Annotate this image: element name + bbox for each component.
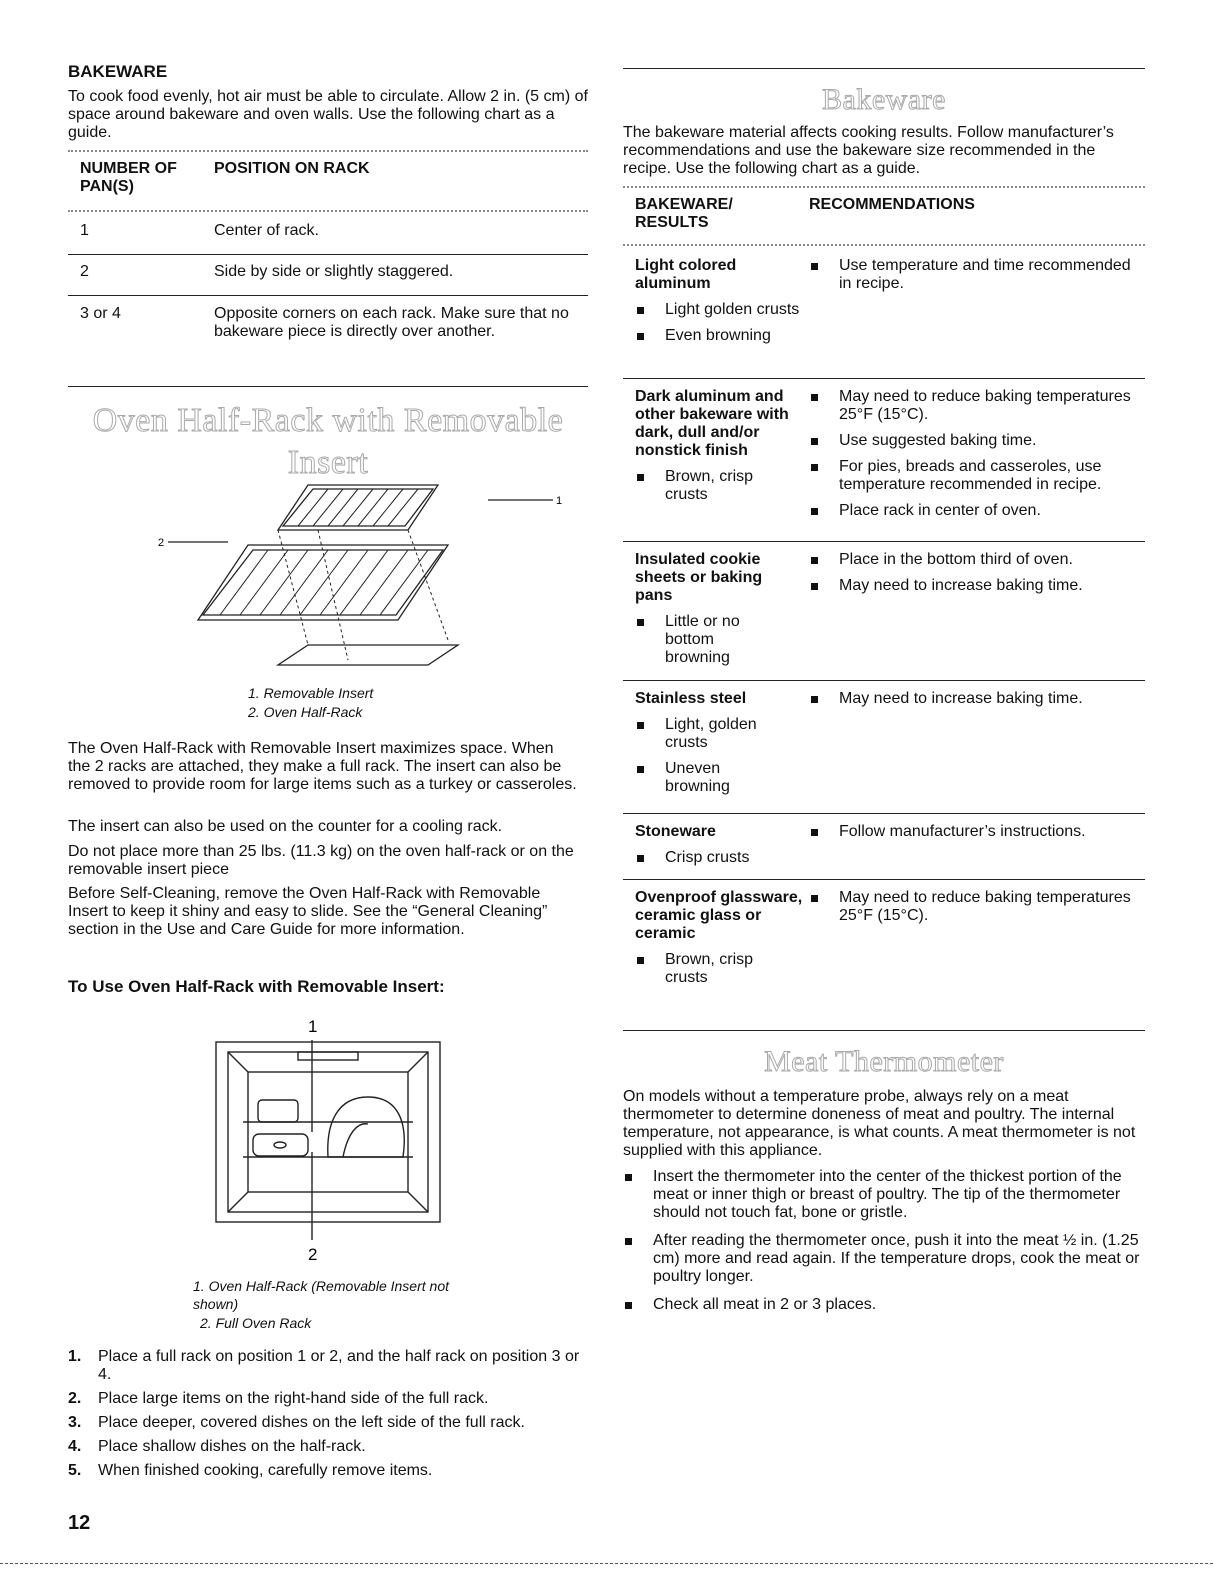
bakeware-row-light-aluminum	[635, 257, 805, 345]
section-divider	[623, 68, 1145, 69]
row-rec: Place rack in center of oven.	[809, 502, 1139, 520]
fig1-callout-2: 2	[158, 537, 165, 549]
meat-thermometer-title: Meat Thermometer	[764, 1045, 1004, 1078]
bakeware-row-glassware	[635, 889, 805, 987]
fig1-caption-2: 2. Oven Half-Rack	[248, 704, 363, 720]
row-result: Brown, crisp crusts	[635, 951, 785, 987]
row-rec: Use temperature and time recommended in recipe.	[809, 257, 1139, 293]
steps-list	[68, 1348, 583, 1480]
bakeware-material-intro: The bakeware material affects cooking results. Follow manufacturer’s recommendations and use the bakeware size recommended in the recipe. Use the following chart as a guide.	[623, 124, 1114, 177]
meat-bullet: After reading the thermometer once, push it into the meat ½ in. (1.25 cm) more and read again. If the temperature drops, cook the meat or poultry longer.	[623, 1232, 1145, 1286]
bakeware-row-stainless	[635, 690, 805, 796]
bakeware-row-light-aluminum-recs	[809, 257, 1139, 293]
meat-thermometer-intro: On models without a temperature probe, always rely on a meat thermometer to determine doneness of meat and poultry. The internal temperature, not appearance, is what counts. A meat thermometer is not supplied with this appliance.	[623, 1088, 1136, 1159]
bakeware-row-dark-aluminum	[635, 388, 805, 504]
step-item: 1. Place a full rack on position 1 or 2, and the half rack on position 3 or 4.	[68, 1348, 580, 1383]
row-result: Light, golden crusts	[635, 716, 785, 752]
bakeware-row-stoneware-recs	[809, 823, 1139, 841]
pan-table-header-position: POSITION ON RACK	[214, 160, 370, 177]
row-rec: May need to increase baking time.	[809, 690, 1139, 708]
oven-rack-illustration	[208, 1012, 518, 1267]
half-rack-title: Oven Half-Rack with Removable Insert	[92, 402, 564, 481]
section-divider	[623, 1030, 1145, 1031]
step-item: 5. When finished cooking, carefully remove items.	[68, 1462, 433, 1479]
table-row-divider	[623, 378, 1145, 379]
row-name: Dark aluminum and other bakeware with dark, dull and/or nonstick finish	[635, 388, 789, 459]
pan-table-header-pans: NUMBER OF PAN(S)	[80, 160, 177, 195]
table-row-divider	[68, 295, 588, 296]
row-rec: May need to reduce baking temperatures 25°F (15°C).	[809, 889, 1139, 925]
bakeware-table-header-results: BAKEWARE/ RESULTS	[635, 196, 733, 231]
fig2-callout-1: 1	[308, 1017, 318, 1036]
half-rack-illustration	[158, 470, 578, 680]
pan-table-row-3-position: Opposite corners on each rack. Make sure that no bakeware piece is directly over another.	[214, 305, 569, 340]
half-rack-paragraph-4: Before Self-Cleaning, remove the Oven Half-Rack with Removable Insert to keep it shiny and easy to slide. See the “General Cleaning” section in the Use and Care Guide for more information.	[68, 885, 548, 938]
table-header-divider	[68, 210, 588, 212]
bakeware-row-stoneware	[635, 823, 805, 867]
row-name: Insulated cookie sheets or baking pans	[635, 551, 763, 604]
fig2-caption-2: 2. Full Oven Rack	[200, 1315, 312, 1331]
step-item: 4. Place shallow dishes on the half-rack.	[68, 1438, 366, 1455]
row-result: Brown, crisp crusts	[635, 468, 785, 504]
row-rec: Place in the bottom third of oven.	[809, 551, 1139, 569]
page-number: 12	[68, 1512, 91, 1534]
fig1-caption-1: 1. Removable Insert	[248, 685, 374, 701]
table-row-divider	[623, 879, 1145, 880]
table-row-divider	[623, 541, 1145, 542]
pan-table-row-1-position: Center of rack.	[214, 222, 319, 239]
row-rec: May need to reduce baking temperatures 25°F (15°C).	[809, 388, 1139, 424]
row-rec: Follow manufacturer’s instructions.	[809, 823, 1139, 841]
fig1-callout-1: 1	[556, 495, 563, 507]
page-bottom-edge	[0, 1563, 1213, 1564]
pan-table-row-1-pans: 1	[80, 222, 89, 239]
bakeware-table-header-recommendations: RECOMMENDATIONS	[809, 196, 975, 213]
bakeware-heading: BAKEWARE	[68, 62, 168, 81]
bakeware-row-insulated-recs	[809, 551, 1139, 595]
meat-bullet: Insert the thermometer into the center of the thickest portion of the meat or inner thigh or breast of poultry. The tip of the thermometer should not touch fat, bone or gristle.	[623, 1168, 1145, 1222]
bakeware-row-dark-aluminum-recs	[809, 388, 1139, 520]
table-top-divider	[623, 186, 1145, 188]
meat-bullet: Check all meat in 2 or 3 places.	[623, 1296, 1145, 1314]
pan-table-row-2-position: Side by side or slightly staggered.	[214, 263, 454, 280]
pan-table-row-3-pans: 3 or 4	[80, 305, 121, 322]
row-result: Crisp crusts	[635, 849, 805, 867]
table-row-divider	[68, 254, 588, 255]
row-rec: For pies, breads and casseroles, use temperature recommended in recipe.	[809, 458, 1139, 494]
row-rec: May need to increase baking time.	[809, 577, 1139, 595]
row-result: Little or no bottom browning	[635, 613, 755, 667]
table-row-divider	[623, 813, 1145, 814]
meat-thermometer-bullets	[623, 1168, 1145, 1314]
pan-table-row-2-pans: 2	[80, 263, 89, 280]
table-row-divider	[623, 680, 1145, 681]
row-name: Ovenproof glassware, ceramic glass or ceramic	[635, 889, 803, 942]
to-use-heading: To Use Oven Half-Rack with Removable Insert:	[68, 977, 445, 996]
row-rec: Use suggested baking time.	[809, 432, 1139, 450]
fig2-caption-1: 1. Oven Half-Rack (Removable Insert not shown)	[193, 1278, 449, 1312]
half-rack-paragraph-2: The insert can also be used on the counter for a cooling rack.	[68, 818, 503, 835]
bakeware-intro: To cook food evenly, hot air must be able to circulate. Allow 2 in. (5 cm) of space around bakeware and oven walls. Use the following chart as a guide.	[68, 88, 588, 141]
bakeware-row-insulated	[635, 551, 795, 667]
bakeware-row-stainless-recs	[809, 690, 1139, 708]
row-result: Even browning	[635, 327, 805, 345]
half-rack-paragraph-1: The Oven Half-Rack with Removable Insert maximizes space. When the 2 racks are attached, they make a full rack. The insert can also be removed to provide room for large items such as a turkey or casseroles.	[68, 740, 577, 793]
fig2-callout-2: 2	[308, 1245, 318, 1264]
row-name: Stoneware	[635, 823, 716, 840]
bakeware-row-glassware-recs	[809, 889, 1139, 925]
row-result: Light golden crusts	[635, 301, 805, 319]
row-result: Uneven browning	[635, 760, 755, 796]
table-top-divider	[68, 150, 588, 152]
row-name: Stainless steel	[635, 690, 747, 707]
table-header-divider	[623, 244, 1145, 246]
half-rack-paragraph-3: Do not place more than 25 lbs. (11.3 kg) on the oven half-rack or on the removable insert piece	[68, 843, 574, 878]
step-item: 2. Place large items on the right-hand side of the full rack.	[68, 1390, 489, 1407]
bakeware-title: Bakeware	[822, 83, 946, 116]
step-item: 3. Place deeper, covered dishes on the left side of the full rack.	[68, 1414, 525, 1431]
section-divider	[68, 386, 588, 387]
row-name: Light colored aluminum	[635, 257, 737, 292]
